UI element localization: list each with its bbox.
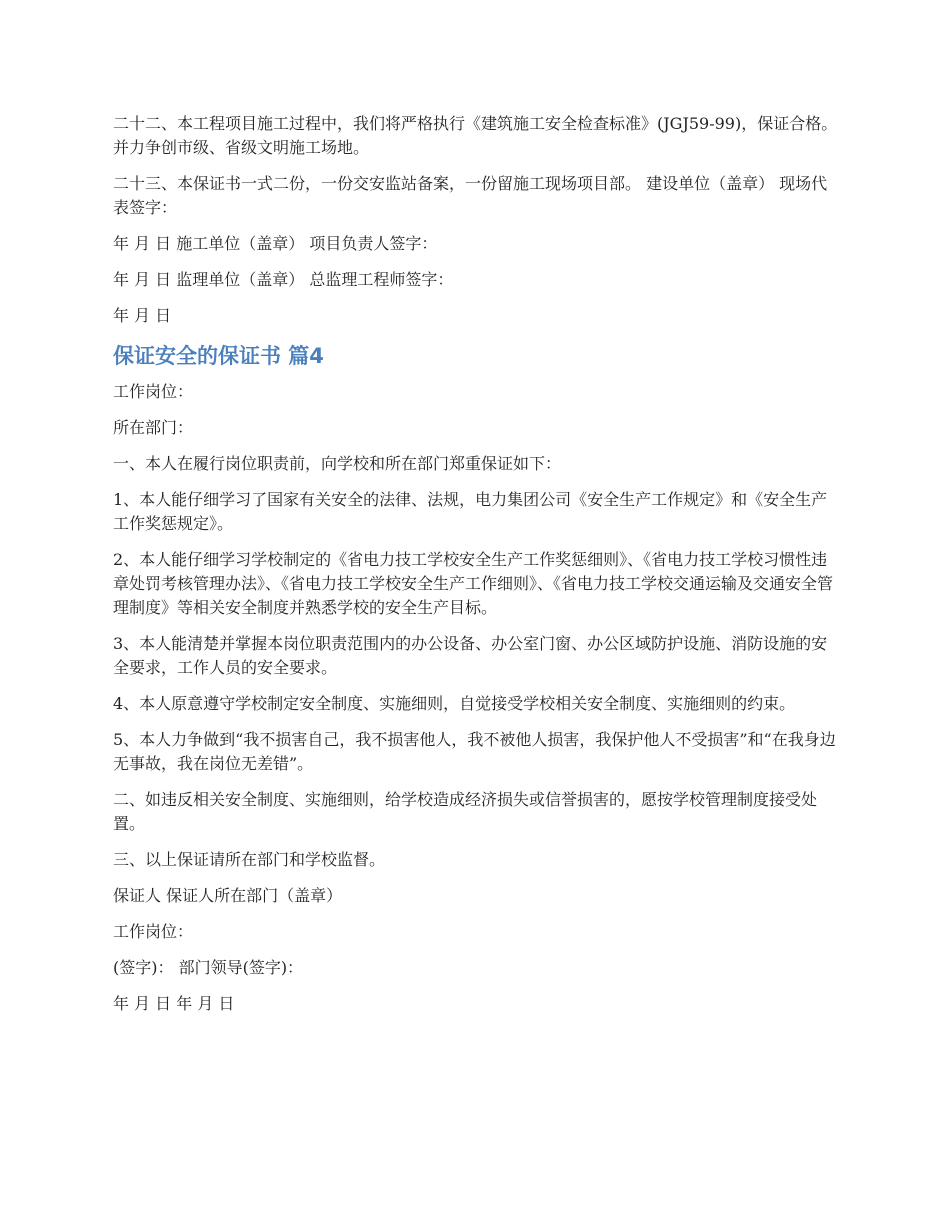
paragraph-department: 所在部门：: [113, 418, 194, 437]
paragraph-clause-23: 二十三、本保证书一式二份，一份交安监站备案，一份留施工现场项目部。 建设单位（盖章） 现场代表签字：: [113, 174, 828, 217]
paragraph-guarantor-line: 保证人 保证人所在部门（盖章）: [113, 886, 343, 905]
document-page: [113, 112, 843, 1028]
paragraph-construction-signature: 年 月 日 施工单位（盖章） 项目负责人签字：: [113, 234, 438, 253]
paragraph-violation-clause: 二、如违反相关安全制度、实施细则，给学校造成经济损失或信誉损害的，愿按学校管理制度接受处置。: [113, 790, 818, 833]
paragraph-pledge-item-2: 2、本人能仔细学习学校制定的《省电力技工学校安全生产工作奖惩细则》、《省电力技工学校习惯性违章处罚考核管理办法》、《省电力技工学校安全生产工作细则》、《省电力技工学校交通运输及交通安全管理制度》等相关安全制度并熟悉学校的安全生产目标。: [113, 550, 834, 617]
paragraph-clause-22: 二十二、本工程项目施工过程中，我们将严格执行《建筑施工安全检查标准》(JGJ59-99)，保证合格。并力争创市级、省级文明施工场地。: [113, 114, 838, 157]
paragraph-supervision-signature: 年 月 日 监理单位（盖章） 总监理工程师签字：: [113, 270, 454, 289]
paragraph-job-position-2: 工作岗位：: [113, 922, 194, 941]
paragraph-date-line: 年 月 日: [113, 306, 172, 325]
paragraph-job-position: 工作岗位：: [113, 382, 194, 401]
paragraph-supervision-clause: 三、以上保证请所在部门和学校监督。: [113, 850, 386, 869]
paragraph-pledge-item-3: 3、本人能清楚并掌握本岗位职责范围内的办公设备、办公室门窗、办公区域防护设施、消防设施的安全要求，工作人员的安全要求。: [113, 634, 828, 677]
paragraph-signature-line: (签字)： 部门领导(签字)：: [113, 958, 304, 977]
paragraph-date-line-final: 年 月 日 年 月 日: [113, 994, 235, 1013]
paragraph-pledge-item-1: 1、本人能仔细学习了国家有关安全的法律、法规，电力集团公司《安全生产工作规定》和《安全生产工作奖惩规定》。: [113, 490, 828, 533]
paragraph-pledge-intro: 一、本人在履行岗位职责前，向学校和所在部门郑重保证如下：: [113, 454, 562, 473]
paragraph-pledge-item-5: 5、本人力争做到“我不损害自己，我不损害他人，我不被他人损害，我保护他人不受损害”和“在我身边无事故，我在岗位无差错”。: [113, 730, 836, 773]
paragraph-pledge-item-4: 4、本人原意遵守学校制定安全制度、实施细则，自觉接受学校相关安全制度、实施细则的约束。: [113, 694, 796, 713]
section-heading: 保证安全的保证书 篇4: [113, 344, 324, 368]
